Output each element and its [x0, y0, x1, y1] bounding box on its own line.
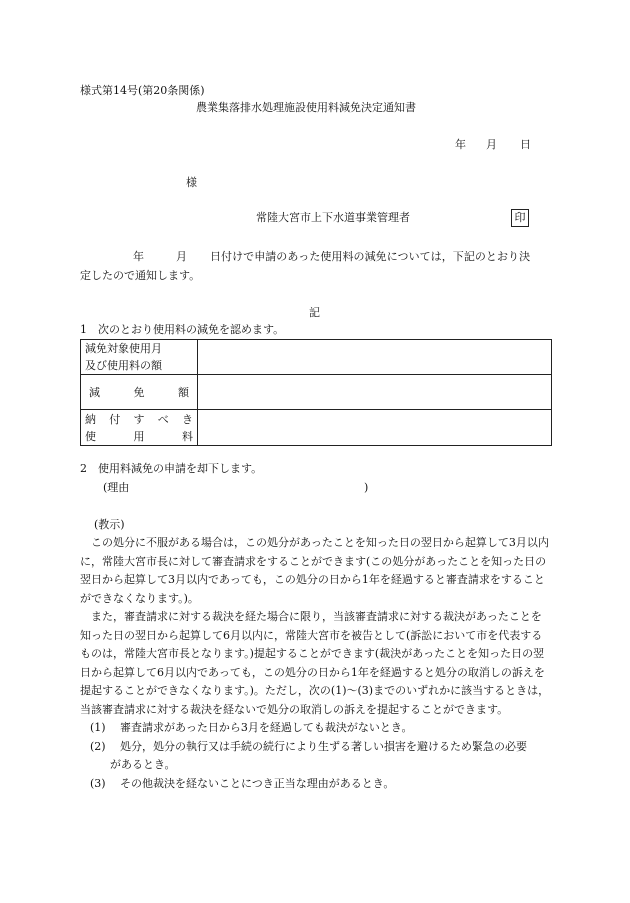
intro-year: 年	[133, 250, 144, 263]
label-line	[85, 411, 193, 428]
spaced-char: 減	[89, 385, 100, 399]
notice-paragraph-1: この処分に不服がある場合は，この処分があったことを知った日の翌日から起算して3月以内に，常陸大宮市長に対して審査請求をすることができます(この処分があったことを知った日の翌日から起算して3月以内であっても，この処分の日から1年を経過すると審査請求をすることができなくなります。)。	[80, 536, 549, 605]
amount-cell[interactable]	[198, 410, 552, 446]
ki-marker: 記	[309, 306, 320, 319]
amount-cell[interactable]	[198, 375, 552, 410]
item-number: (2)	[90, 739, 106, 753]
item-number: (1)	[90, 721, 106, 734]
item-text: その他裁決を経ないことにつき正当な理由があるとき。	[120, 776, 395, 790]
label-line	[85, 340, 193, 357]
spaced-char: 免	[133, 385, 145, 399]
spaced-char: 額	[178, 385, 189, 399]
item-text: 審査請求があった日から3月を経過しても裁決がないとき。	[120, 721, 413, 734]
date-day: 日	[520, 138, 531, 151]
reduction-table	[80, 339, 552, 446]
spaced-char: 納	[85, 412, 96, 426]
spaced-char: す	[133, 412, 145, 426]
row-label	[81, 410, 198, 446]
document-title: 農業集落排水処理施設使用料減免決定通知書	[196, 101, 416, 114]
issuer: 常陸大宮市上下水道事業管理者	[256, 211, 410, 224]
reason-open: (理由	[103, 481, 130, 494]
notice-heading: (教示)	[94, 518, 125, 531]
section2-heading: 2 使用料減免の申請を却下します。	[80, 462, 263, 475]
label-text: 減免対象使用月	[85, 342, 162, 355]
list-item	[80, 775, 552, 794]
date-month: 月	[486, 138, 497, 151]
spaced-char: 使	[85, 429, 96, 443]
date-year: 年	[455, 138, 466, 151]
item-number: (3)	[90, 776, 106, 790]
notice-body	[80, 534, 552, 793]
spaced-char: 付	[109, 412, 121, 426]
spaced-char: き	[182, 412, 193, 426]
amount-cell[interactable]	[198, 340, 552, 375]
form-number: 様式第14号(第20条関係)	[80, 84, 205, 97]
item-continuation: があるとき。	[110, 758, 176, 771]
table-row	[81, 410, 552, 446]
intro-line1: 日付けで申請のあった使用料の減免については，下記のとおり決	[210, 250, 531, 263]
item-text: 処分，処分の執行又は手続の続行により生ずる著しい損害を避けるため緊急の必要	[120, 739, 527, 753]
table-row	[81, 375, 552, 410]
spaced-char: べ	[157, 412, 169, 426]
label-text: 及び使用料の額	[85, 359, 162, 372]
label-line	[85, 428, 193, 445]
notice-paragraph-2: また，審査請求に対する裁決を経た場合に限り，当該審査請求に対する裁決があったことを知った日の翌日から起算して6月以内に，常陸大宮市を被告として(訴訟において市を代表するものは，常陸大宮市長となります。)提起することができます(裁決があったことを知った日の翌日から起算して6月以内であっても，この処分の日から1年を経過すると処分の取消しの訴えを提起することができなくなります。)。ただし，次の(1)～(3)までのいずれかに該当するときは，当該審査請求に対する裁決を経ないで処分の取消しの訴えを提起することができます。	[80, 610, 550, 716]
spaced-char: 用	[133, 429, 145, 443]
row-label	[81, 375, 198, 410]
intro-month: 月	[176, 250, 187, 263]
reason-close: )	[364, 481, 369, 494]
label-line	[85, 384, 193, 401]
addressee-suffix: 様	[186, 176, 197, 189]
label-line	[85, 357, 193, 374]
list-item	[80, 738, 552, 757]
intro-line2: 定したので通知します。	[80, 269, 201, 282]
row-label	[81, 340, 198, 375]
list-item	[80, 719, 552, 738]
seal-mark: 印	[511, 209, 529, 227]
table-row	[81, 340, 552, 375]
spaced-char: 料	[182, 429, 193, 443]
section1-heading: 1 次のとおり使用料の減免を認めます。	[80, 323, 285, 336]
